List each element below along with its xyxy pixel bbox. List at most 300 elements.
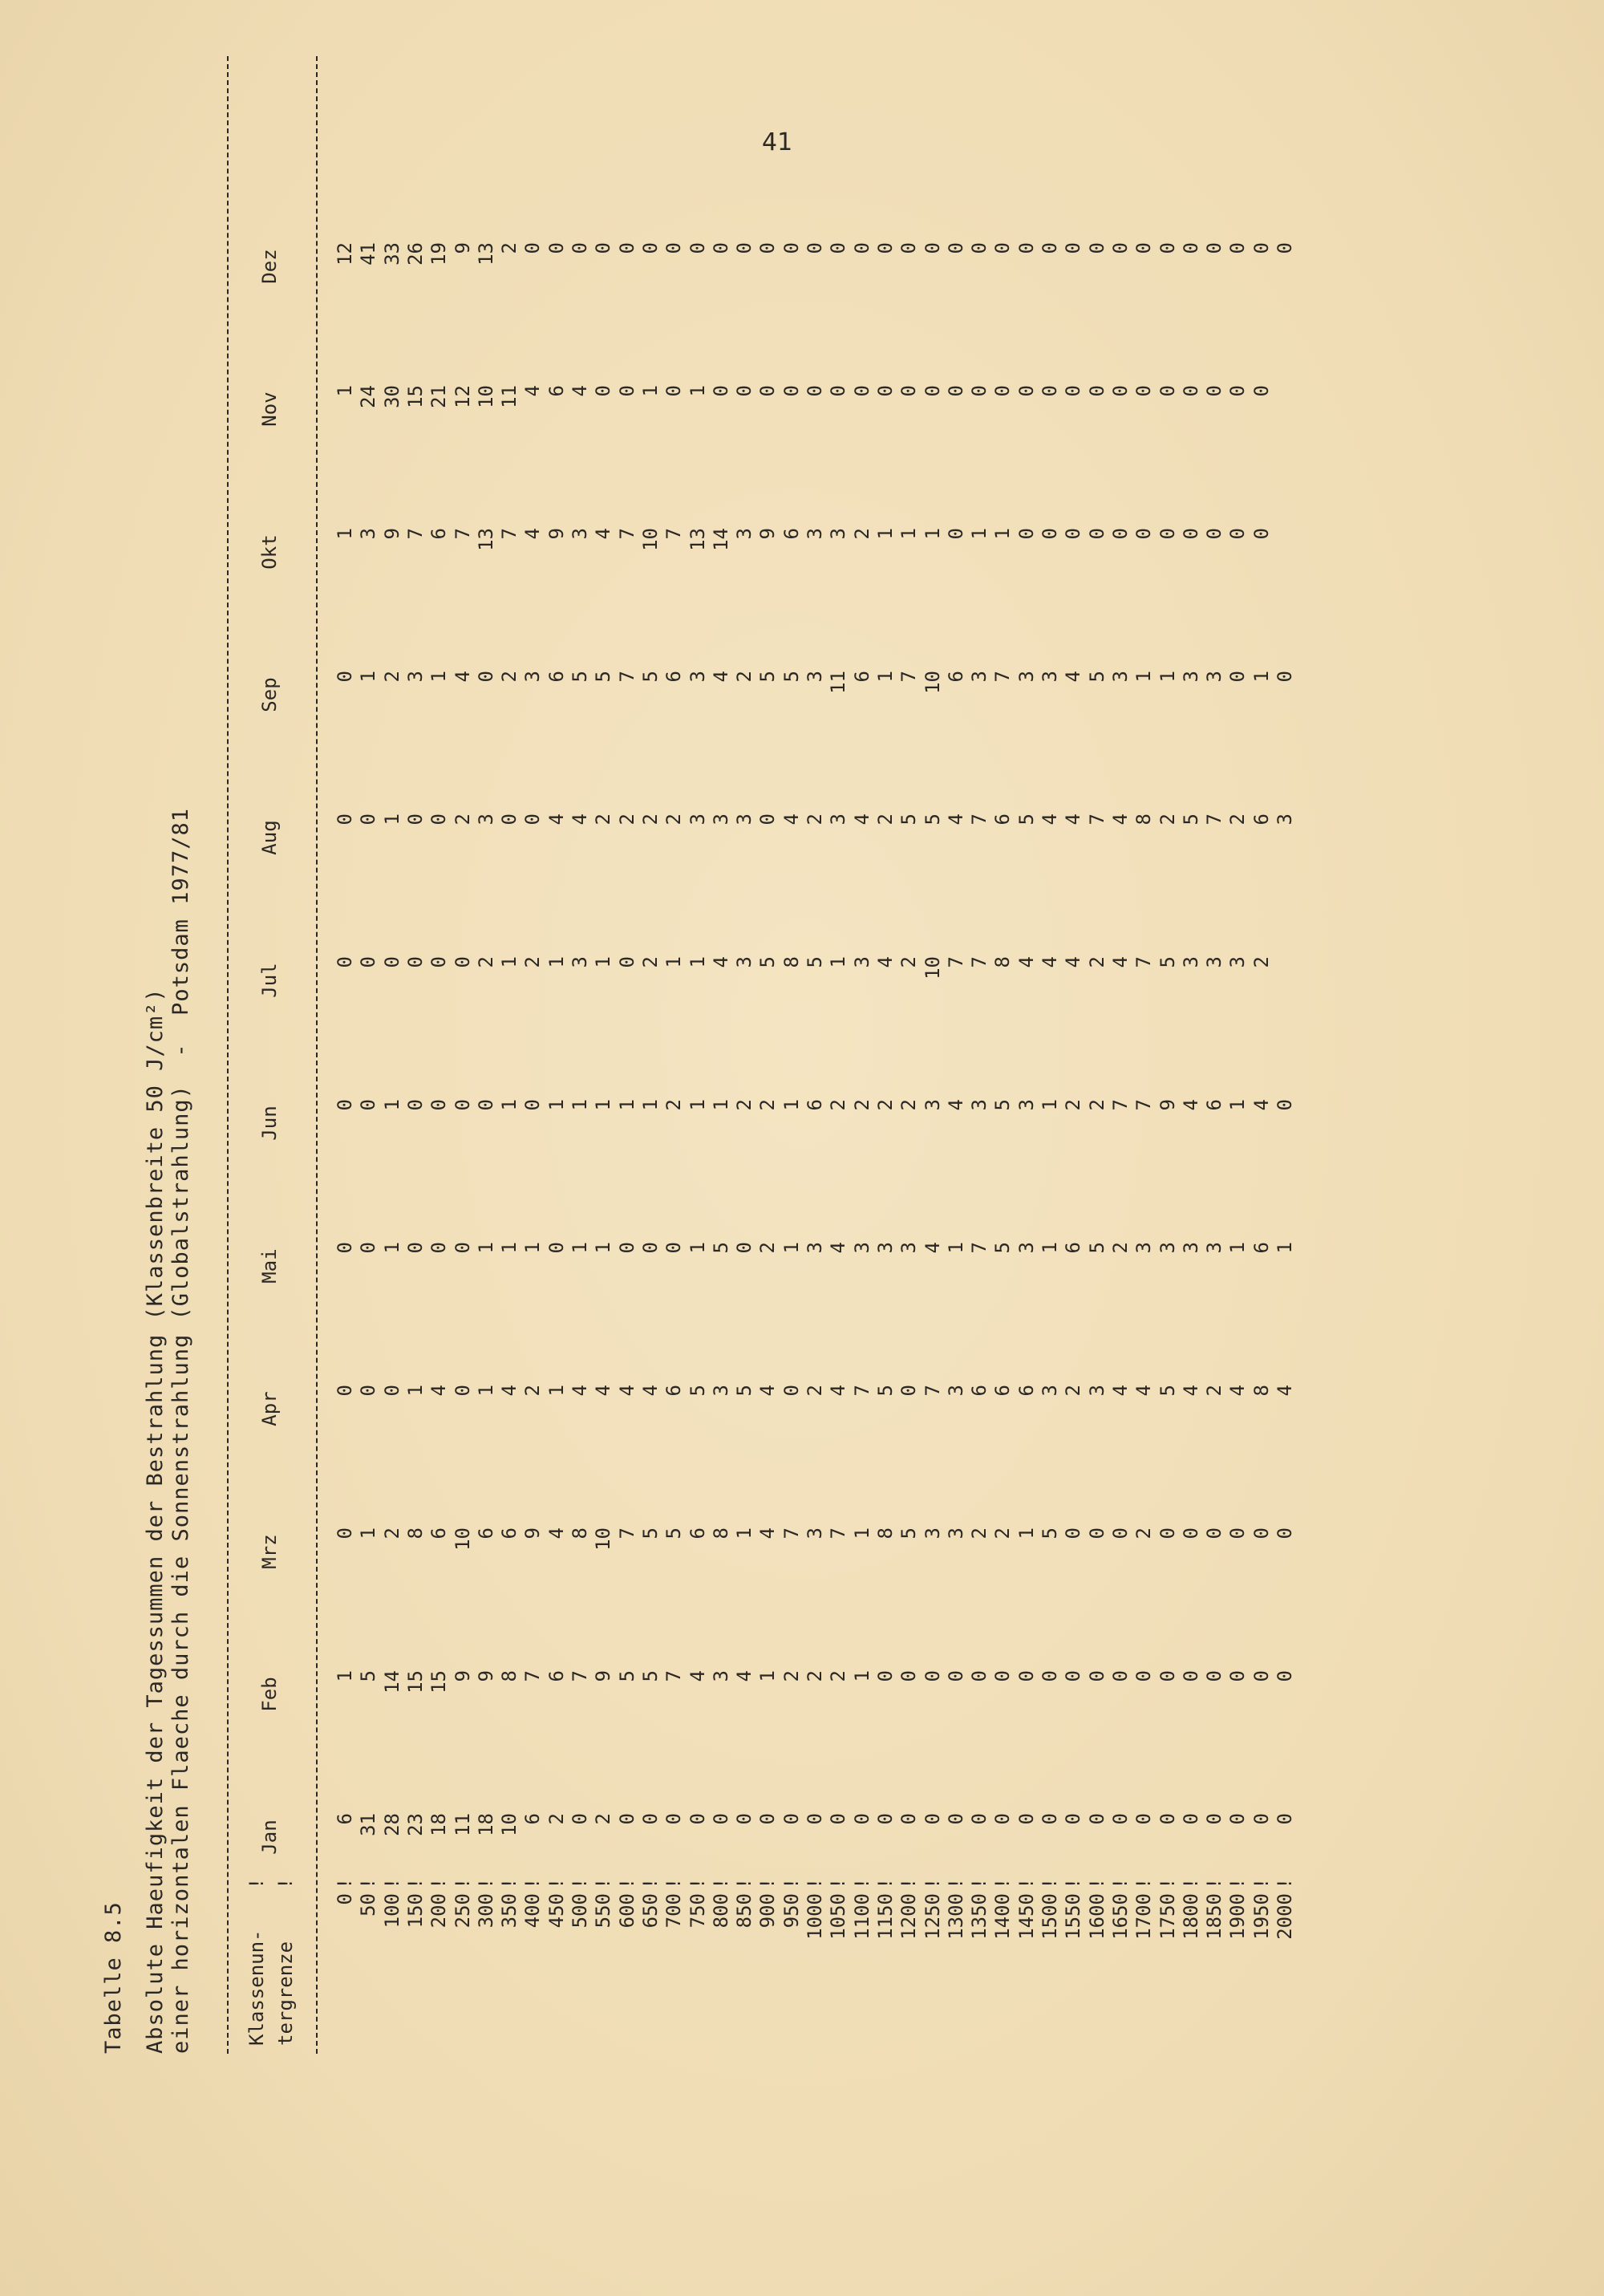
table-cell-mrz: 0 <box>1250 1527 1273 1539</box>
table-cell-jun: 3 <box>968 1099 991 1111</box>
table-cell-jun: 5 <box>991 1099 1015 1111</box>
table-cell-sep: 4 <box>709 671 732 683</box>
table-cell-dez: 0 <box>850 242 873 254</box>
table-cell-sep: 3 <box>1179 671 1202 683</box>
table-caption-line-2: einer horizontalen Flaeche durch die Sonnenstrahlung (Globalstrahlung) - Potsdam 1977/81 <box>168 808 193 2054</box>
table-cell-jul: 2 <box>638 956 662 968</box>
class-bound: 800 <box>709 1893 732 1929</box>
table-cell-aug: 6 <box>1250 813 1273 826</box>
table-cell-mrz: 1 <box>733 1527 756 1539</box>
table-cell-mrz: 0 <box>1085 1527 1108 1539</box>
table-cell-jun: 2 <box>827 1099 850 1111</box>
table-cell-aug: 4 <box>569 813 591 826</box>
table-cell-jun: 7 <box>1108 1099 1132 1111</box>
table-cell-dez: 0 <box>1015 242 1038 254</box>
row-separator: ! <box>357 1877 380 1889</box>
class-bound: 1950 <box>1250 1893 1273 1940</box>
table-cell-sep: 5 <box>780 671 803 683</box>
table-cell-dez: 0 <box>1132 242 1156 254</box>
table-cell-sep: 6 <box>662 671 686 683</box>
table-cell-dez: 0 <box>1156 242 1179 254</box>
table-cell-jan: 0 <box>1226 1813 1250 1825</box>
class-bound: 950 <box>780 1893 803 1929</box>
table-cell-apr: 4 <box>756 1385 780 1397</box>
table-cell-dez: 0 <box>709 242 732 254</box>
table-cell-apr: 0 <box>334 1385 356 1397</box>
table-cell-jun: 1 <box>780 1099 803 1111</box>
column-separator: ! <box>245 1877 268 1889</box>
table-cell-feb: 0 <box>1085 1670 1108 1682</box>
class-bound: 1800 <box>1179 1893 1202 1940</box>
row-separator: ! <box>638 1877 662 1889</box>
table-cell-okt: 7 <box>498 528 521 540</box>
table-top-rule <box>227 56 229 2054</box>
table-cell-jun: 0 <box>427 1099 451 1111</box>
table-cell-dez: 0 <box>827 242 850 254</box>
table-cell-nov: 0 <box>1156 385 1179 397</box>
table-cell-mrz: 5 <box>897 1527 921 1539</box>
table-cell-jul: 1 <box>545 956 568 968</box>
row-separator: ! <box>1179 1877 1202 1889</box>
month-header-mrz: Mrz <box>258 1534 281 1569</box>
table-cell-jun: 4 <box>1250 1099 1273 1111</box>
table-cell-mrz: 1 <box>850 1527 873 1539</box>
table-cell-mrz: 5 <box>1039 1527 1061 1539</box>
table-cell-mrz: 2 <box>991 1527 1015 1539</box>
table-cell-aug: 0 <box>521 813 545 826</box>
table-cell-dez: 0 <box>1039 242 1061 254</box>
table-cell-mai: 1 <box>592 1242 615 1254</box>
class-bound: 1350 <box>968 1893 991 1940</box>
table-cell-mai: 3 <box>1132 1242 1156 1254</box>
table-cell-jan: 18 <box>427 1813 451 1836</box>
table-cell-nov: 0 <box>1062 385 1085 397</box>
table-cell-apr: 4 <box>1108 1385 1132 1397</box>
table-cell-jan: 0 <box>615 1813 638 1825</box>
table-cell-okt: 4 <box>592 528 615 540</box>
header-rule <box>316 56 318 2054</box>
table-cell-jun: 0 <box>403 1099 427 1111</box>
table-cell-mrz: 7 <box>827 1527 850 1539</box>
table-cell-jun: 1 <box>1039 1099 1061 1111</box>
table-cell-apr: 1 <box>403 1385 427 1397</box>
table-cell-mai: 5 <box>709 1242 732 1254</box>
table-cell-nov: 1 <box>686 385 709 397</box>
table-cell-nov: 0 <box>897 385 921 397</box>
month-header-jan: Jan <box>258 1819 281 1855</box>
table-cell-mrz: 6 <box>686 1527 709 1539</box>
table-cell-jul: 1 <box>592 956 615 968</box>
table-cell-dez: 0 <box>662 242 686 254</box>
table-cell-mai: 3 <box>873 1242 897 1254</box>
table-cell-aug: 5 <box>897 813 921 826</box>
class-bound: 700 <box>662 1893 686 1929</box>
table-cell-nov: 1 <box>334 385 356 397</box>
table-cell-jun: 1 <box>545 1099 568 1111</box>
row-separator: ! <box>545 1877 568 1889</box>
table-cell-apr: 6 <box>968 1385 991 1397</box>
table-cell-mai: 3 <box>1156 1242 1179 1254</box>
table-cell-sep: 1 <box>1156 671 1179 683</box>
table-cell-jul: 3 <box>733 956 756 968</box>
table-cell-mrz: 1 <box>357 1527 380 1539</box>
class-bound: 1700 <box>1132 1893 1156 1940</box>
table-cell-mai: 0 <box>357 1242 380 1254</box>
table-cell-apr: 4 <box>498 1385 521 1397</box>
table-cell-mrz: 0 <box>1156 1527 1179 1539</box>
table-cell-apr: 0 <box>357 1385 380 1397</box>
class-bound: 2000 <box>1274 1893 1296 1940</box>
table-cell-jan: 0 <box>569 1813 591 1825</box>
month-header-jun: Jun <box>258 1105 281 1141</box>
table-cell-dez: 0 <box>1203 242 1226 254</box>
class-bound: 1000 <box>804 1893 826 1940</box>
table-cell-mrz: 9 <box>521 1527 545 1539</box>
table-cell-apr: 3 <box>944 1385 967 1397</box>
table-cell-mrz: 6 <box>427 1527 451 1539</box>
class-bound: 1750 <box>1156 1893 1179 1940</box>
table-cell-jun: 0 <box>334 1099 356 1111</box>
table-cell-mai: 0 <box>615 1242 638 1254</box>
table-cell-jan: 0 <box>1203 1813 1226 1825</box>
table-cell-okt: 3 <box>804 528 826 540</box>
row-separator: ! <box>1250 1877 1273 1889</box>
table-cell-mrz: 3 <box>944 1527 967 1539</box>
table-cell-apr: 6 <box>991 1385 1015 1397</box>
table-cell-jan: 11 <box>451 1813 474 1836</box>
table-cell-apr: 4 <box>592 1385 615 1397</box>
page-number: 41 <box>762 128 793 156</box>
table-cell-jul: 0 <box>357 956 380 968</box>
row-separator: ! <box>897 1877 921 1889</box>
table-cell-jan: 0 <box>1085 1813 1108 1825</box>
table-cell-mrz: 2 <box>380 1527 403 1539</box>
table-cell-feb: 5 <box>357 1670 380 1682</box>
table-cell-jan: 0 <box>1015 1813 1038 1825</box>
table-cell-nov: 0 <box>1132 385 1156 397</box>
table-cell-mrz: 2 <box>1132 1527 1156 1539</box>
table-cell-nov: 0 <box>756 385 780 397</box>
table-cell-sep: 0 <box>474 671 497 683</box>
table-cell-okt: 0 <box>944 528 967 540</box>
table-cell-jan: 6 <box>521 1813 545 1825</box>
table-cell-okt: 9 <box>756 528 780 540</box>
month-header-jul: Jul <box>258 963 281 998</box>
table-cell-aug: 0 <box>334 813 356 826</box>
table-cell-jul: 5 <box>756 956 780 968</box>
table-cell-mrz: 0 <box>334 1527 356 1539</box>
table-cell-dez: 12 <box>334 242 356 266</box>
class-bound: 1650 <box>1108 1893 1132 1940</box>
table-cell-sep: 4 <box>1062 671 1085 683</box>
table-cell-jul: 5 <box>804 956 826 968</box>
table-cell-apr: 4 <box>1274 1385 1296 1397</box>
table-cell-sep: 2 <box>380 671 403 683</box>
class-bound: 200 <box>427 1893 451 1929</box>
row-separator: ! <box>427 1877 451 1889</box>
table-cell-jan: 0 <box>1039 1813 1061 1825</box>
table-cell-jun: 1 <box>569 1099 591 1111</box>
table-cell-jan: 28 <box>380 1813 403 1836</box>
table-cell-mrz: 0 <box>1203 1527 1226 1539</box>
table-cell-jul: 8 <box>780 956 803 968</box>
table-cell-jan: 0 <box>709 1813 732 1825</box>
row-separator: ! <box>686 1877 709 1889</box>
table-cell-jan: 0 <box>780 1813 803 1825</box>
class-bound: 1450 <box>1015 1893 1038 1940</box>
table-cell-mrz: 7 <box>615 1527 638 1539</box>
table-cell-nov: 10 <box>474 385 497 408</box>
table-cell-mrz: 3 <box>804 1527 826 1539</box>
table-cell-mai: 6 <box>1250 1242 1273 1254</box>
table-cell-sep: 6 <box>545 671 568 683</box>
table-cell-apr: 5 <box>686 1385 709 1397</box>
table-cell-feb: 8 <box>498 1670 521 1682</box>
table-cell-dez: 0 <box>1062 242 1085 254</box>
class-bound: 550 <box>592 1893 615 1929</box>
table-cell-okt: 0 <box>1250 528 1273 540</box>
table-cell-jul: 0 <box>451 956 474 968</box>
table-cell-apr: 0 <box>380 1385 403 1397</box>
table-cell-jul: 5 <box>1156 956 1179 968</box>
table-cell-nov: 15 <box>403 385 427 408</box>
table-cell-aug: 6 <box>991 813 1015 826</box>
table-cell-jul: 8 <box>991 956 1015 968</box>
table-cell-jun: 2 <box>756 1099 780 1111</box>
table-cell-mrz: 3 <box>921 1527 944 1539</box>
table-cell-jul: 3 <box>1226 956 1250 968</box>
table-cell-dez: 0 <box>991 242 1015 254</box>
table-cell-jul: 0 <box>615 956 638 968</box>
table-cell-aug: 3 <box>709 813 732 826</box>
table-cell-feb: 0 <box>897 1670 921 1682</box>
table-cell-sep: 11 <box>827 671 850 694</box>
table-cell-mai: 0 <box>638 1242 662 1254</box>
class-bound: 850 <box>733 1893 756 1929</box>
table-cell-jun: 0 <box>451 1099 474 1111</box>
table-cell-okt: 7 <box>662 528 686 540</box>
table-cell-nov: 30 <box>380 385 403 408</box>
table-cell-dez: 0 <box>1179 242 1202 254</box>
table-cell-jul: 3 <box>1179 956 1202 968</box>
table-cell-jun: 1 <box>638 1099 662 1111</box>
table-cell-aug: 8 <box>1132 813 1156 826</box>
table-cell-mai: 0 <box>662 1242 686 1254</box>
table-cell-jan: 0 <box>850 1813 873 1825</box>
table-cell-jan: 23 <box>403 1813 427 1836</box>
table-cell-mai: 1 <box>944 1242 967 1254</box>
class-bound: 350 <box>498 1893 521 1929</box>
table-cell-jan: 0 <box>944 1813 967 1825</box>
table-cell-jul: 10 <box>921 956 944 980</box>
table-cell-mai: 2 <box>1108 1242 1132 1254</box>
table-cell-jun: 7 <box>1132 1099 1156 1111</box>
table-cell-jan: 2 <box>545 1813 568 1825</box>
table-cell-jul: 2 <box>1085 956 1108 968</box>
table-cell-mai: 0 <box>334 1242 356 1254</box>
row-separator: ! <box>921 1877 944 1889</box>
row-separator: ! <box>662 1877 686 1889</box>
table-cell-dez: 13 <box>474 242 497 266</box>
table-cell-mai: 1 <box>780 1242 803 1254</box>
class-bound: 650 <box>638 1893 662 1929</box>
table-cell-nov: 0 <box>1015 385 1038 397</box>
table-cell-aug: 2 <box>592 813 615 826</box>
table-cell-jun: 2 <box>733 1099 756 1111</box>
table-cell-jun: 4 <box>1179 1099 1202 1111</box>
table-cell-sep: 5 <box>638 671 662 683</box>
table-cell-apr: 3 <box>709 1385 732 1397</box>
class-bound: 600 <box>615 1893 638 1929</box>
table-cell-jun: 9 <box>1156 1099 1179 1111</box>
table-cell-mrz: 8 <box>873 1527 897 1539</box>
table-cell-dez: 0 <box>1085 242 1108 254</box>
table-cell-mai: 1 <box>569 1242 591 1254</box>
table-cell-dez: 0 <box>897 242 921 254</box>
table-cell-feb: 15 <box>427 1670 451 1694</box>
table-cell-jul: 4 <box>1015 956 1038 968</box>
table-cell-jan: 10 <box>498 1813 521 1836</box>
table-cell-sep: 3 <box>521 671 545 683</box>
table-cell-aug: 0 <box>756 813 780 826</box>
rotated-table <box>101 64 1352 2054</box>
table-cell-apr: 1 <box>474 1385 497 1397</box>
table-cell-dez: 9 <box>451 242 474 254</box>
table-cell-jun: 3 <box>921 1099 944 1111</box>
table-cell-mrz: 0 <box>1108 1527 1132 1539</box>
table-cell-dez: 0 <box>1274 242 1296 254</box>
table-cell-jul: 1 <box>662 956 686 968</box>
table-cell-mrz: 6 <box>498 1527 521 1539</box>
table-cell-feb: 0 <box>1015 1670 1038 1682</box>
table-cell-feb: 1 <box>850 1670 873 1682</box>
table-cell-sep: 1 <box>357 671 380 683</box>
table-cell-dez: 0 <box>944 242 967 254</box>
class-header-line-1: Klassenun- <box>245 1929 268 2046</box>
table-cell-nov: 0 <box>968 385 991 397</box>
table-cell-sep: 6 <box>944 671 967 683</box>
row-separator: ! <box>1226 1877 1250 1889</box>
table-cell-jun: 2 <box>662 1099 686 1111</box>
table-cell-apr: 7 <box>921 1385 944 1397</box>
table-cell-apr: 4 <box>1226 1385 1250 1397</box>
class-bound: 450 <box>545 1893 568 1929</box>
class-bound: 250 <box>451 1893 474 1929</box>
table-caption-line-1: Absolute Haeufigkeit der Tagessummen der Bestrahlung (Klassenbreite 50 J/cm²) <box>143 988 168 2054</box>
table-cell-mrz: 7 <box>780 1527 803 1539</box>
table-cell-dez: 0 <box>615 242 638 254</box>
table-cell-mrz: 8 <box>403 1527 427 1539</box>
table-cell-mai: 3 <box>1015 1242 1038 1254</box>
table-cell-nov: 0 <box>827 385 850 397</box>
table-cell-sep: 7 <box>615 671 638 683</box>
class-bound: 50 <box>357 1893 380 1917</box>
table-cell-jan: 0 <box>827 1813 850 1825</box>
table-cell-sep: 2 <box>498 671 521 683</box>
table-cell-jan: 0 <box>662 1813 686 1825</box>
table-cell-okt: 3 <box>827 528 850 540</box>
table-cell-sep: 1 <box>1250 671 1273 683</box>
table-cell-mai: 3 <box>804 1242 826 1254</box>
table-cell-apr: 0 <box>897 1385 921 1397</box>
row-separator: ! <box>968 1877 991 1889</box>
table-cell-nov: 0 <box>873 385 897 397</box>
table-cell-sep: 1 <box>427 671 451 683</box>
table-cell-sep: 5 <box>592 671 615 683</box>
table-cell-dez: 0 <box>733 242 756 254</box>
table-cell-okt: 0 <box>1203 528 1226 540</box>
table-cell-mai: 5 <box>991 1242 1015 1254</box>
table-cell-jul: 0 <box>427 956 451 968</box>
table-cell-apr: 5 <box>1156 1385 1179 1397</box>
table-cell-feb: 0 <box>1179 1670 1202 1682</box>
table-cell-apr: 3 <box>1085 1385 1108 1397</box>
table-cell-feb: 4 <box>686 1670 709 1682</box>
table-cell-mrz: 0 <box>1274 1527 1296 1539</box>
row-separator: ! <box>944 1877 967 1889</box>
table-cell-okt: 0 <box>1062 528 1085 540</box>
table-cell-feb: 0 <box>944 1670 967 1682</box>
table-cell-aug: 2 <box>804 813 826 826</box>
table-cell-dez: 0 <box>545 242 568 254</box>
table-cell-jan: 0 <box>686 1813 709 1825</box>
table-cell-feb: 7 <box>569 1670 591 1682</box>
table-cell-jan: 0 <box>897 1813 921 1825</box>
table-cell-apr: 6 <box>662 1385 686 1397</box>
table-cell-dez: 19 <box>427 242 451 266</box>
table-cell-mai: 2 <box>756 1242 780 1254</box>
table-cell-okt: 1 <box>991 528 1015 540</box>
table-cell-jun: 1 <box>709 1099 732 1111</box>
table-cell-okt: 9 <box>380 528 403 540</box>
table-cell-mai: 1 <box>1039 1242 1061 1254</box>
table-cell-jul: 1 <box>686 956 709 968</box>
table-cell-mai: 3 <box>1179 1242 1202 1254</box>
table-cell-jul: 2 <box>897 956 921 968</box>
table-cell-okt: 13 <box>686 528 709 551</box>
row-separator: ! <box>733 1877 756 1889</box>
table-cell-aug: 7 <box>968 813 991 826</box>
row-separator: ! <box>474 1877 497 1889</box>
class-bound: 1600 <box>1085 1893 1108 1940</box>
row-separator: ! <box>1062 1877 1085 1889</box>
class-bound: 1050 <box>827 1893 850 1940</box>
table-cell-feb: 2 <box>827 1670 850 1682</box>
table-cell-jun: 1 <box>498 1099 521 1111</box>
row-separator: ! <box>827 1877 850 1889</box>
table-cell-sep: 1 <box>1132 671 1156 683</box>
table-cell-dez: 0 <box>804 242 826 254</box>
table-cell-jun: 1 <box>615 1099 638 1111</box>
table-cell-jan: 0 <box>991 1813 1015 1825</box>
table-cell-okt: 0 <box>1226 528 1250 540</box>
table-cell-dez: 26 <box>403 242 427 266</box>
table-cell-okt: 7 <box>403 528 427 540</box>
table-cell-sep: 3 <box>1203 671 1226 683</box>
row-separator: ! <box>403 1877 427 1889</box>
table-cell-jan: 0 <box>1062 1813 1085 1825</box>
table-cell-jan: 0 <box>1250 1813 1273 1825</box>
class-bound: 1200 <box>897 1893 921 1940</box>
table-cell-mrz: 0 <box>1179 1527 1202 1539</box>
table-cell-mai: 1 <box>521 1242 545 1254</box>
table-cell-jan: 0 <box>873 1813 897 1825</box>
table-cell-nov: 0 <box>804 385 826 397</box>
table-cell-nov: 0 <box>615 385 638 397</box>
table-cell-mrz: 4 <box>545 1527 568 1539</box>
table-cell-aug: 7 <box>1203 813 1226 826</box>
table-cell-apr: 0 <box>780 1385 803 1397</box>
